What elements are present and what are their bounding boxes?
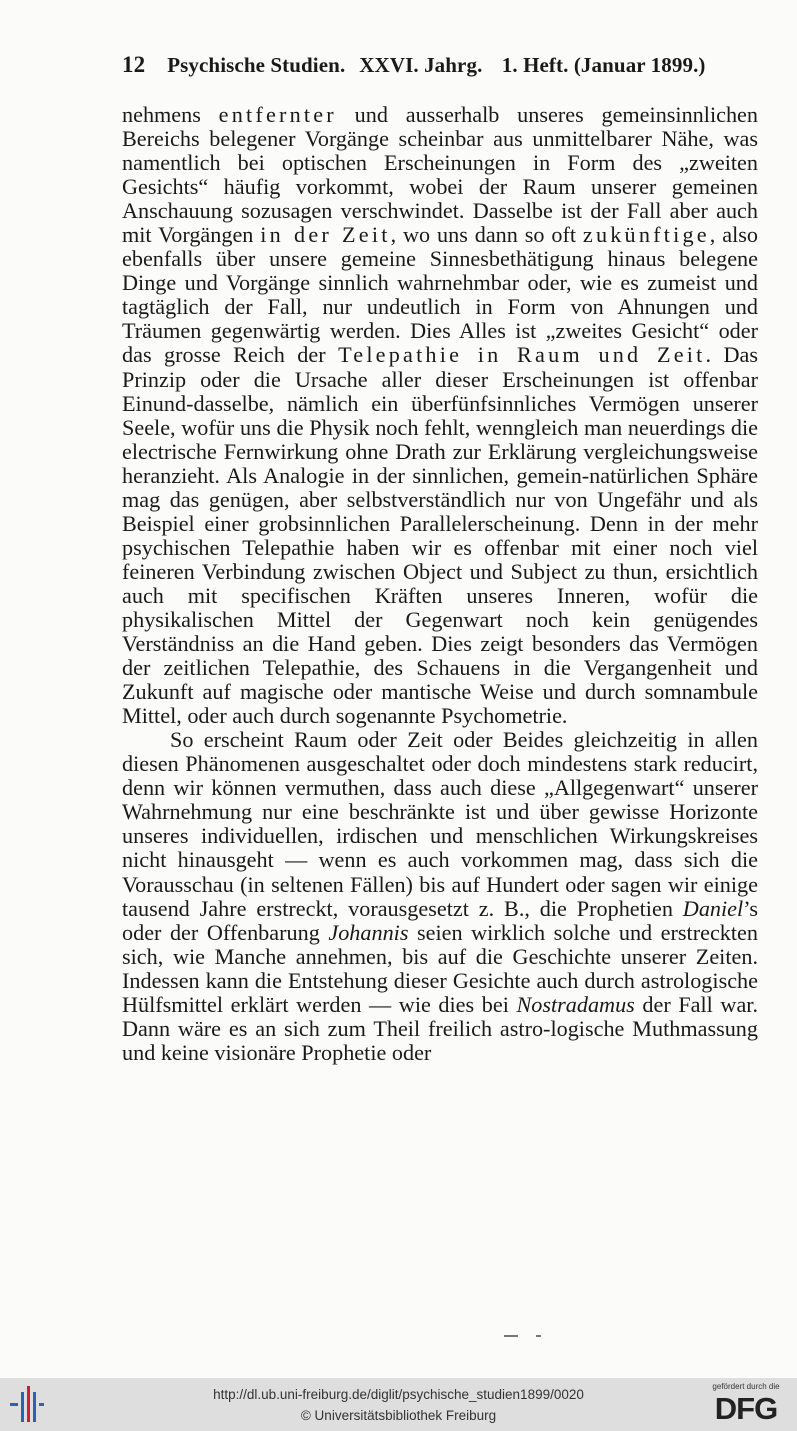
text-run: der Fall war. Dann wäre es an sich zum Theil freilich astro-logische Muthmassung und keine visionäre Prophetie oder (122, 991, 759, 1065)
dfg-logo[interactable]: DFG (714, 1391, 778, 1426)
italic-name: Daniel (682, 895, 744, 921)
spaced-emphasis: zukünftige (582, 222, 710, 248)
text-run: und ausserhalb unseres gemeinsinnlichen Bereichs belegener Vorgänge scheinbar aus unmittelbarer Nähe, was namentlich bei optischen Erscheinungen in Form des „zweiten Gesichts“ häufig vorkommt, wobei der Raum unserer gemeinen Anschauung sozusagen verschwindet. Dasselbe ist der Fall aber auch mit Vorgängen (122, 102, 758, 248)
viewer-footer (0, 1378, 797, 1431)
spaced-emphasis: entfernter (218, 102, 337, 127)
journal-title: Psychische Studien. (167, 53, 346, 77)
body-text (122, 103, 758, 1065)
text-run: . Das Prinzip oder die Ursache aller dieser Erscheinungen ist offenbar Einund-dasselbe, nämlich ein überfünfsinnliches Vermögen unserer Seele, wofür uns die Physik noch fehlt, wenngleich man neuerdings die electrische Fernwirkung ohne Drath zur Erklärung vergleichungsweise heranzieht. Als Analogie in der sinnlichen, gemein-natürlichen Sphäre mag das genügen, aber selbstverständlich nur von Ungefähr und als Beispiel einer grobsinnlichen Parallelerscheinung. Denn in der mehr psychischen Telepathie haben wir es offenbar mit einer noch viel feineren Verbindung zwischen Object und Subject zu thun, ersichtlich auch mit specifischen Kräften unseres Inneren, wofür die physikalischen Mittel der Gegenwart noch kein genügendes Verständniss an die Hand geben. Dies zeigt besonders das Vermögen der zeitlichen Telepathie, des Schauens in die Vergangenheit und Zukunft auf magische oder mantische Weise und durch somnambule Mittel, oder auch durch sogenannte Psychometrie. (122, 342, 758, 729)
catchword-mark (504, 1335, 544, 1337)
permalink-url[interactable]: http://dl.ub.uni-freiburg.de/diglit/psychische_studien1899/0020 (213, 1387, 584, 1402)
funding-caption: gefördert durch die (712, 1382, 780, 1391)
running-header (122, 52, 762, 78)
text-run: nehmens (122, 102, 219, 127)
text-run: So erscheint Raum oder Zeit oder Beides gleichzeitig in allen diesen Phänomenen ausgeschaltet oder doch mindestens stark reducirt, denn wir können vermuthen, dass auch diese „Allgegenwart“ unserer Wahrnehmung nur eine beschränkte ist und über gewisse Horizonte unseres individuellen, irdischen und menschlichen Wirkungskreises nicht hinausgeht — wenn es auch vorkommen mag, dass sich die Vorausschau (in seltenen Fällen) bis auf Hundert oder sagen wir einige tausend Jahre erstreckt, vorausgesetzt z. B., die Prophetien (122, 727, 758, 921)
issue-date: (Januar 1899.) (573, 53, 706, 77)
volume-label: XXVI. Jahrg. (359, 53, 483, 77)
text-run: , wo uns dann so oft (390, 222, 583, 248)
text-run: seien wirklich solche und erstreckten sich, wie Manche annehmen, bis auf die Geschichte unserer Zeiten. Indessen kann die Entstehung dieser Gesichte auch durch astrologische Hülfsmittel erklärt werden — wie dies bei (122, 919, 758, 1017)
spaced-emphasis: in der Zeit (260, 222, 391, 248)
spaced-emphasis: Telepathie in Raum und Zeit (338, 342, 706, 368)
text-run: , also ebenfalls über unsere gemeine Sinnesbethätigung hinaus belegene Dinge und Vorgänge sinnlich wahrnehmbar oder, wie es zumeist und tagtäglich der Fall, nur undeutlich in Form von Ahnungen und Träumen gegenwärtig werden. Dies Alles ist „zweites Gesicht“ oder das grosse Reich der (122, 222, 758, 368)
page-number: 12 (122, 52, 146, 77)
paragraph-1 (122, 103, 758, 728)
text-run: ’s oder der Offenbarung (122, 895, 758, 945)
issue-label: 1. Heft. (501, 53, 569, 77)
italic-name: Nostradamus (516, 991, 635, 1017)
copyright-notice: © Universitätsbibliothek Freiburg (300, 1408, 497, 1423)
italic-name: Johannis (328, 919, 409, 945)
paragraph-2 (122, 728, 758, 1065)
